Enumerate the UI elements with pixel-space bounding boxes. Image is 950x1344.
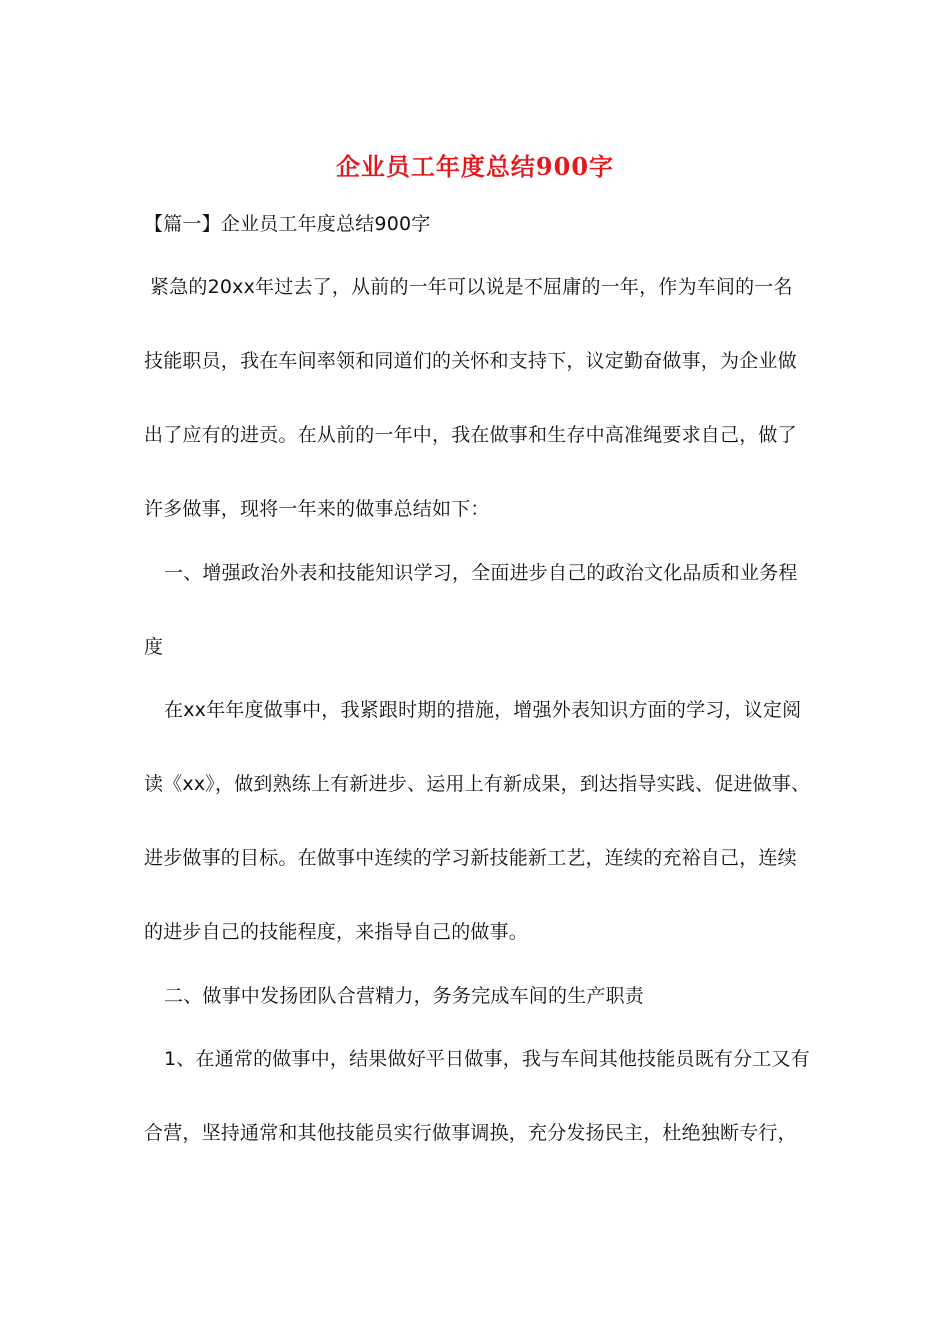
paragraph-line: 度	[144, 636, 164, 658]
document-title: 企业员工年度总结900字	[335, 152, 615, 181]
paragraph-line: 合营，坚持通常和其他技能员实行做事调换，充分发扬民主，杜绝独断专行，	[144, 1122, 797, 1144]
paragraph-line: 在xx年年度做事中，我紧跟时期的措施，增强外表知识方面的学习，议定阅	[164, 699, 802, 721]
subsection-heading: 二、做事中发扬团队合营精力，务务完成车间的生产职责	[164, 985, 645, 1007]
paragraph-line: 1、在通常的做事中，结果做好平日做事，我与车间其他技能员既有分工又有	[164, 1048, 810, 1070]
paragraph-line: 进步做事的目标。在做事中连续的学习新技能新工艺，连续的充裕自己，连续	[144, 847, 797, 869]
paragraph-line: 读《xx》，做到熟练上有新进步、运用上有新成果，到达指导实践、促进做事、	[144, 773, 811, 795]
section-heading-1: 【篇一】企业员工年度总结900字	[144, 213, 431, 235]
paragraph-line: 出了应有的进贡。在从前的一年中，我在做事和生存中高准绳要求自己，做了	[144, 424, 797, 446]
paragraph-line: 紧急的20xx年过去了，从前的一年可以说是不屈庸的一年，作为车间的一名	[150, 276, 793, 298]
paragraph-line: 技能职员，我在车间率领和同道们的关怀和支持下，议定勤奋做事，为企业做	[144, 350, 797, 372]
subsection-heading: 一、增强政治外表和技能知识学习，全面进步自己的政治文化品质和业务程	[164, 562, 798, 584]
paragraph-line: 许多做事，现将一年来的做事总结如下：	[144, 498, 490, 520]
paragraph-line: 的进步自己的技能程度，来指导自己的做事。	[144, 921, 529, 943]
